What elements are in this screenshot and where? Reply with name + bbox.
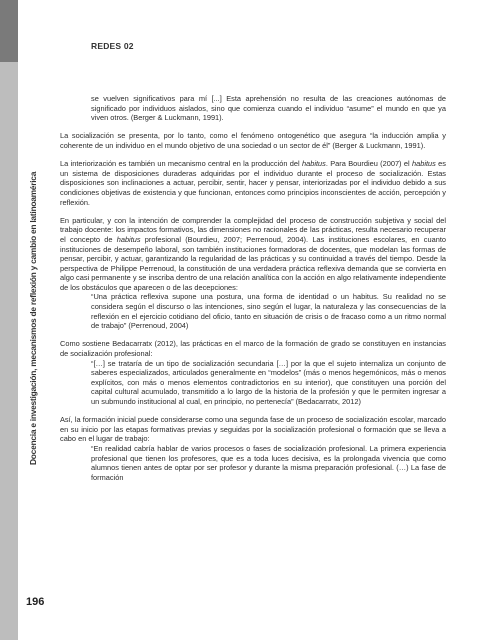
paragraph-2-habitus-2: habitus [411, 159, 436, 169]
side-band-top-block [0, 0, 18, 62]
paragraph-5: Así, la formación inicial puede considerarse como una segunda fase de un proceso de socialización escolar, marcado en su inicio por las etapas formativas previas y seguidas por la socialización profesional o formación que se lleva a cabo en el lugar de trabajo: [60, 415, 446, 444]
paragraph-4: Como sostiene Bedacarratx (2012), las prácticas en el marco de la formación de grado se constituyen en instancias de socialización profesional: [60, 339, 446, 359]
paragraph-2-habitus-1: habitus [302, 159, 326, 169]
block-quote-1: se vuelven significativos para mí [...] Esta aprehensión no resulta de las creaciones autónomas de significado por individuos aislados, sino que comienza cuando el individuo “asume” el mundo en que ya viven otros. (Berger & Luckmann, 1991). [91, 94, 446, 123]
side-color-band [0, 0, 18, 640]
paragraph-3 [60, 216, 446, 293]
paragraph-2-text-c: es un sistema de disposiciones duraderas adquiridas por el individuo durante el proceso de socialización. Estas disposiciones son inclinaciones a actuar, percibir, sentir, hacer y pensar, interiorizadas por el individuo debido a sus condiciones objetivas de existencia y que funcionan, entonces como principios inconscientes de acción, percepción y reflexión. [60, 159, 446, 207]
block-quote-3: “[…] se trataría de un tipo de socialización secundaria […] por la que el sujeto internaliza un conjunto de saberes especializados, articulados generalmente en “modelos” (más o menos hegemónicos, más o menos explícitos, con más o menos elementos contradictorios en su interior), que constituyen una porción del capital cultural acumulado, transmitido a lo largo de la historia de la profesión y que le permiten ingresar a un submundo institucional al cual, en principio, no pertenecía” (Bedacarratx, 2012) [91, 358, 446, 406]
block-quote-4: “En realidad cabría hablar de varios procesos o fases de socialización profesional. La primera experiencia profesional que tienen los profesores, que es a toda luces decisiva, es la prolongada vivencia que como alumnos tienen antes de optar por ser profesor y durante la misma preparación profesional. (…) La fase de formación [91, 443, 446, 482]
running-header: REDES 02 [91, 41, 134, 51]
block-quote-2: “Una práctica reflexiva supone una postura, una forma de identidad o un habitus. Su realidad no se considera según el discurso o las intenciones, sino según el lugar, la naturaleza y las consecuencias de la reflexión en el ejercicio cotidiano del oficio, tanto en situación de crisis o de fracaso como a un ritmo normal de trabajo” (Perrenoud, 2004) [91, 292, 446, 331]
body-text [60, 94, 446, 482]
page-number: 196 [26, 596, 45, 608]
vertical-book-title: Docencia e investigación, mecanismos de reflexión y cambio en latinoamérica [28, 171, 38, 465]
paragraph-3-habitus: habitus [116, 234, 141, 244]
paragraph-2 [60, 159, 446, 207]
paragraph-1: La socialización se presenta, por lo tanto, como el fenómeno ontogenético que asegura “la inducción amplia y coherente de un individuo en el mundo objetivo de una sociedad o un sector de él” (Berger & Luckmann, 1991). [60, 131, 446, 150]
paragraph-2-text-b: . Para Bourdieu (2007) el [325, 159, 412, 169]
paragraph-2-text-a: La interiorización es también un mecanismo central en la producción del [60, 159, 302, 169]
paragraph-3-text-b: profesional (Bourdieu, 2007; Perrenoud, 2004). Las instituciones escolares, en cuanto instituciones de desempeño laboral, son también instituciones formadoras de docentes, que modelan las formas de pensar, percibir, y actuar, garantizando la regularidad de las prácticas y su continuidad a través del tiempo. Desde la perspectiva de Philippe Perrenoud, la constitución de una verdadera práctica reflexiva demanda que se convierta en algo casi permanente y se inscriba dentro de una relación analítica con la acción en algo relativamente independiente de los obstáculos que aparecen o de las decepciones: [60, 234, 446, 292]
paragraph-3-text-a: En particular, y con la intención de comprender la complejidad del proceso de construcción subjetiva y social del trabajo docente: los impactos formativos, las dimensiones no racionales de las prácticas, resulta necesario recuperar el concepto de [60, 215, 446, 244]
